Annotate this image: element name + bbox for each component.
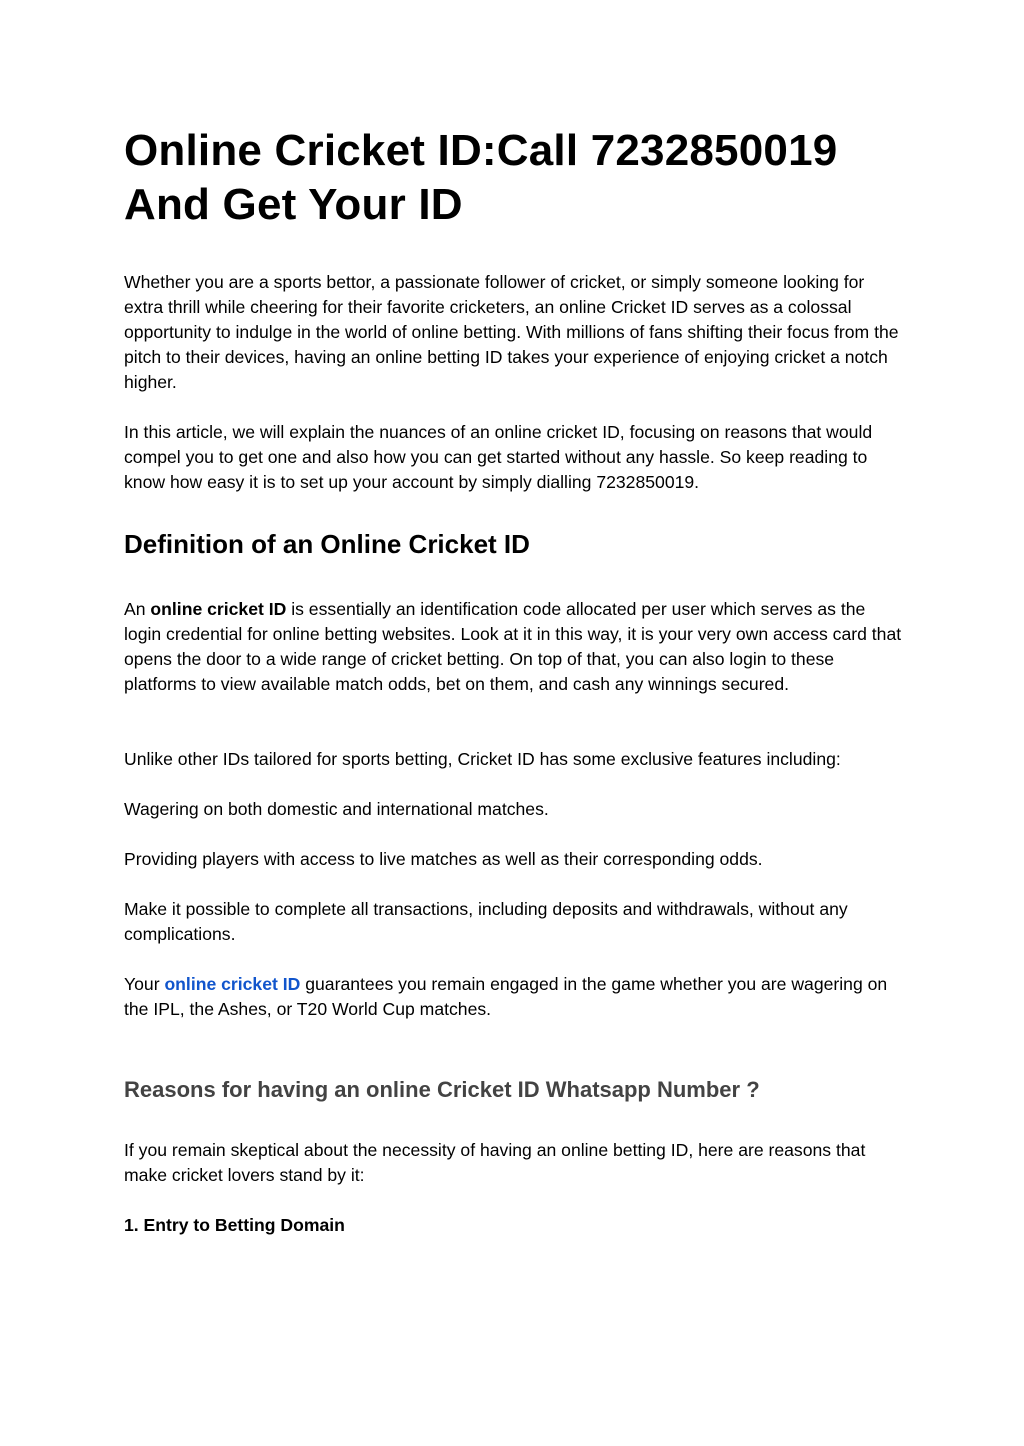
reasons-intro: If you remain skeptical about the necessity of having an online betting ID, here are reasons that make cricket lovers stand by it: <box>124 1140 866 1185</box>
engaged-prefix: Your <box>124 974 165 994</box>
engaged-rest: guarantees you remain engaged in the game whether you are wagering on the IPL, the Ashes, or T20 World Cup matches. <box>124 974 888 1019</box>
features-intro: Unlike other IDs tailored for sports betting, Cricket ID has some exclusive features including: <box>124 749 841 769</box>
definition-bold-term: online cricket ID <box>150 599 287 619</box>
intro-paragraph: Whether you are a sports bettor, a passionate follower of cricket, or simply someone looking for extra thrill while cheering for their favorite cricketers, an online Cricket ID serves as a colossal opportunity to indulge in the world of online betting. With millions of fans shifting their focus from the pitch to their devices, having an online betting ID takes your experience of enjoying cricket a notch higher. <box>124 272 899 392</box>
title-line-2: And Get Your ID <box>124 180 463 229</box>
feature-item-2: Providing players with access to live matches as well as their corresponding odds. <box>124 849 763 869</box>
definition-rest: is essentially an identification code allocated per user which serves as the login credential for online betting websites. Look at it in this way, it is your very own access card that opens the door to a wide range of cricket betting. On top of that, you can also login to these platforms to view available match odds, bet on them, and cash any winnings secured. <box>124 599 902 694</box>
page-title <box>124 124 904 232</box>
definition-paragraph <box>124 597 904 697</box>
definition-heading: Definition of an Online Cricket ID <box>124 529 530 559</box>
reasons-heading: Reasons for having an online Cricket ID Whatsapp Number ? <box>124 1077 760 1102</box>
engaged-paragraph <box>124 972 904 1022</box>
online-cricket-id-link[interactable]: online cricket ID <box>164 974 301 994</box>
feature-item-3: Make it possible to complete all transactions, including deposits and withdrawals, without any complications. <box>124 899 848 944</box>
definition-prefix: An <box>124 599 151 619</box>
feature-item-1: Wagering on both domestic and international matches. <box>124 799 549 819</box>
article-paragraph: In this article, we will explain the nuances of an online cricket ID, focusing on reasons that would compel you to get one and also how you can get started without any hassle. So keep reading to know how easy it is to set up your account by simply dialling 7232850019. <box>124 422 873 492</box>
reason-1-heading: 1. Entry to Betting Domain <box>124 1215 345 1235</box>
title-line-1: Online Cricket ID:Call 7232850019 <box>124 126 838 175</box>
